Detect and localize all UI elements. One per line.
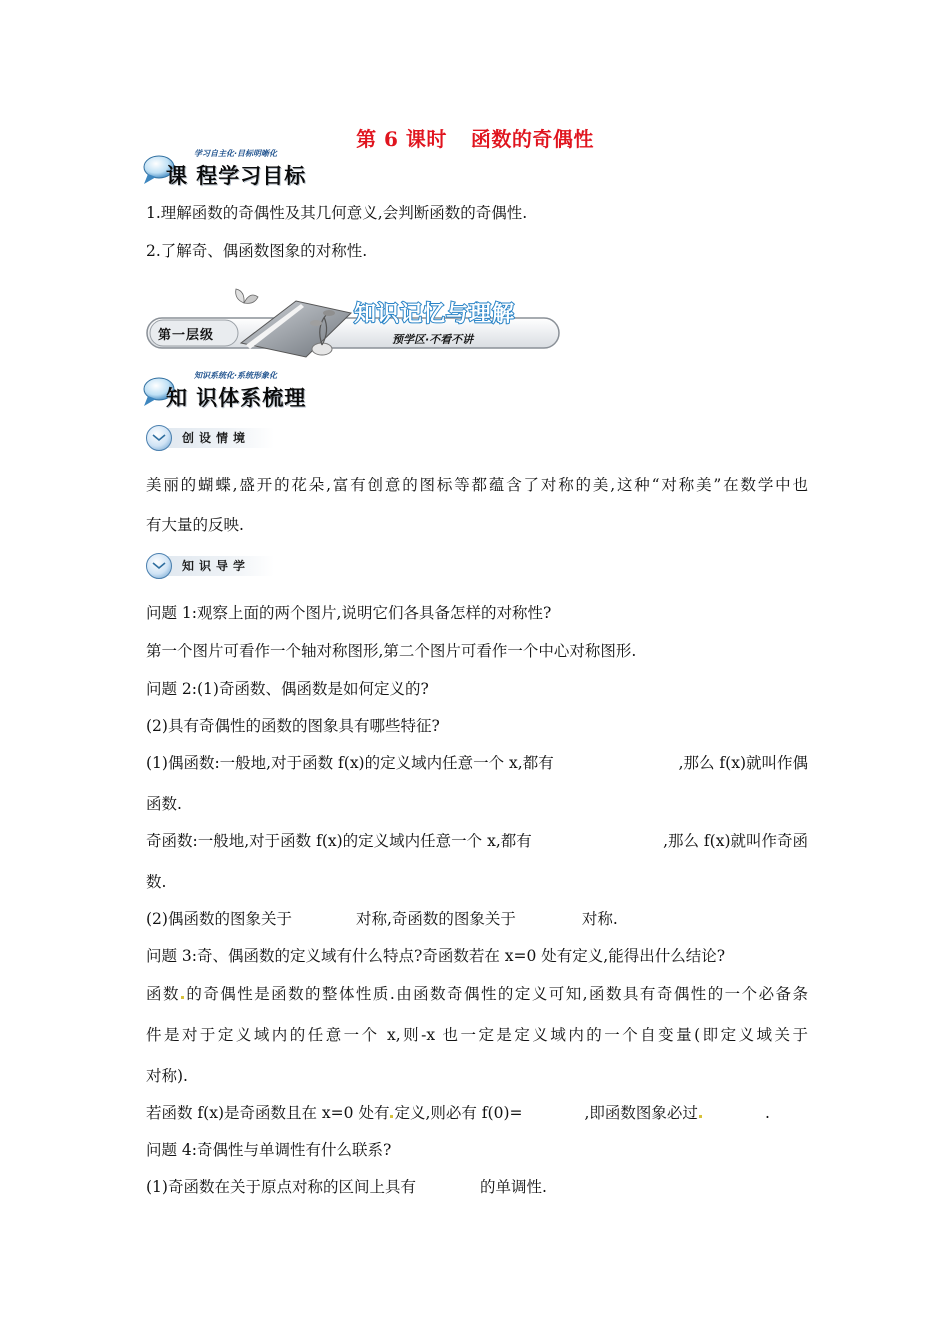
- pill-label: 创设情境: [182, 431, 251, 445]
- paragraph-line: 数.: [146, 873, 167, 891]
- text-segment: 定义,则必有 f(0)=: [394, 1104, 523, 1122]
- section-heading: 课 程学习目标: [166, 164, 307, 188]
- banner-subtitle: 预学区·不看不讲: [392, 333, 474, 346]
- question-2b: (2)具有奇偶性的函数的图象具有哪些特征?: [146, 717, 440, 735]
- odd-function-definition: [146, 831, 808, 851]
- text-segment: 的奇偶性是函数的整体性质.由函数奇偶性的定义可知,函数具有奇偶性的一个必备条: [184, 985, 808, 1003]
- paragraph-line: [146, 984, 808, 1004]
- fill-blank[interactable]: [532, 831, 663, 851]
- section-subtitle: 知识系统化·系统形象化: [194, 371, 278, 380]
- question-1: 问题 1:观察上面的两个图片,说明它们各具备怎样的对称性?: [146, 604, 552, 622]
- section-learning-goals: [142, 148, 342, 192]
- pill-label: 知识导学: [182, 559, 251, 573]
- paragraph-line: 有大量的反映.: [146, 516, 244, 534]
- pill-create-scenario: [146, 425, 274, 449]
- symmetry-line: [146, 909, 618, 929]
- lesson-topic: 函数的奇偶性: [470, 127, 594, 151]
- section-knowledge-system: [142, 370, 342, 414]
- text-segment: ,那么 f(x)就叫作奇函: [663, 832, 808, 850]
- question-3: 问题 3:奇、偶函数的定义域有什么特点?奇函数若在 x=0 处有定义,能得出什么结论?: [146, 947, 726, 965]
- text-segment: .: [764, 1104, 770, 1122]
- highlight-mark: [181, 996, 184, 999]
- text-segment: (1)偶函数:一般地,对于函数 f(x)的定义域内任意一个 x,都有: [146, 754, 554, 772]
- fill-blank[interactable]: [554, 753, 679, 773]
- text-segment: 奇函数:一般地,对于函数 f(x)的定义域内任意一个 x,都有: [146, 832, 532, 850]
- text-segment: 对称,奇函数的图象关于: [355, 910, 516, 928]
- level-banner: [146, 273, 564, 363]
- banner-title: 知识记忆与理解: [354, 302, 516, 327]
- monotonicity-line: [146, 1177, 547, 1197]
- paragraph-line: 对称).: [146, 1067, 188, 1085]
- highlight-mark: [390, 1115, 393, 1118]
- text-segment: ,那么 f(x)就叫作偶: [678, 754, 808, 772]
- pill-knowledge-guide: [146, 553, 274, 577]
- text-segment: 若函数 f(x)是奇函数且在 x=0 处有: [146, 1104, 390, 1122]
- section-heading: 知 识体系梳理: [166, 386, 307, 410]
- odd-zero-line: [146, 1103, 770, 1123]
- text-segment: (2)偶函数的图象关于: [146, 910, 292, 928]
- level-label: 第一层级: [158, 328, 215, 343]
- section-subtitle: 学习自主化·目标明晰化: [194, 149, 278, 158]
- lesson-number: 第 6 课时: [356, 127, 447, 151]
- text-segment: 对称.: [581, 910, 618, 928]
- text-segment: 的单调性.: [479, 1178, 547, 1196]
- goal-item: 2.了解奇、偶函数图象的对称性.: [146, 242, 368, 260]
- chevron-down-icon: [146, 553, 172, 579]
- answer-1: 第一个图片可看作一个轴对称图形,第二个图片可看作一个中心对称图形.: [146, 642, 637, 660]
- question-4: 问题 4:奇偶性与单调性有什么联系?: [146, 1141, 392, 1159]
- question-2: 问题 2:(1)奇函数、偶函数是如何定义的?: [146, 680, 429, 698]
- paragraph-line: 件是对于定义域内的任意一个 x,则-x 也一定是定义域内的一个自变量(即定义域关于: [146, 1026, 808, 1044]
- goal-item: 1.理解函数的奇偶性及其几何意义,会判断函数的奇偶性.: [146, 204, 528, 222]
- paragraph-line: 函数.: [146, 795, 182, 813]
- text-segment: ,即函数图象必过: [584, 1104, 698, 1122]
- paragraph-line: 美丽的蝴蝶,盛开的花朵,富有创意的图标等都蕴含了对称的美,这种“对称美”在数学中也: [146, 476, 808, 494]
- even-function-definition: [146, 753, 808, 773]
- text-segment: 函数: [146, 985, 180, 1003]
- text-segment: (1)奇函数在关于原点对称的区间上具有: [146, 1178, 416, 1196]
- chevron-down-icon: [146, 425, 172, 451]
- highlight-mark: [699, 1115, 702, 1118]
